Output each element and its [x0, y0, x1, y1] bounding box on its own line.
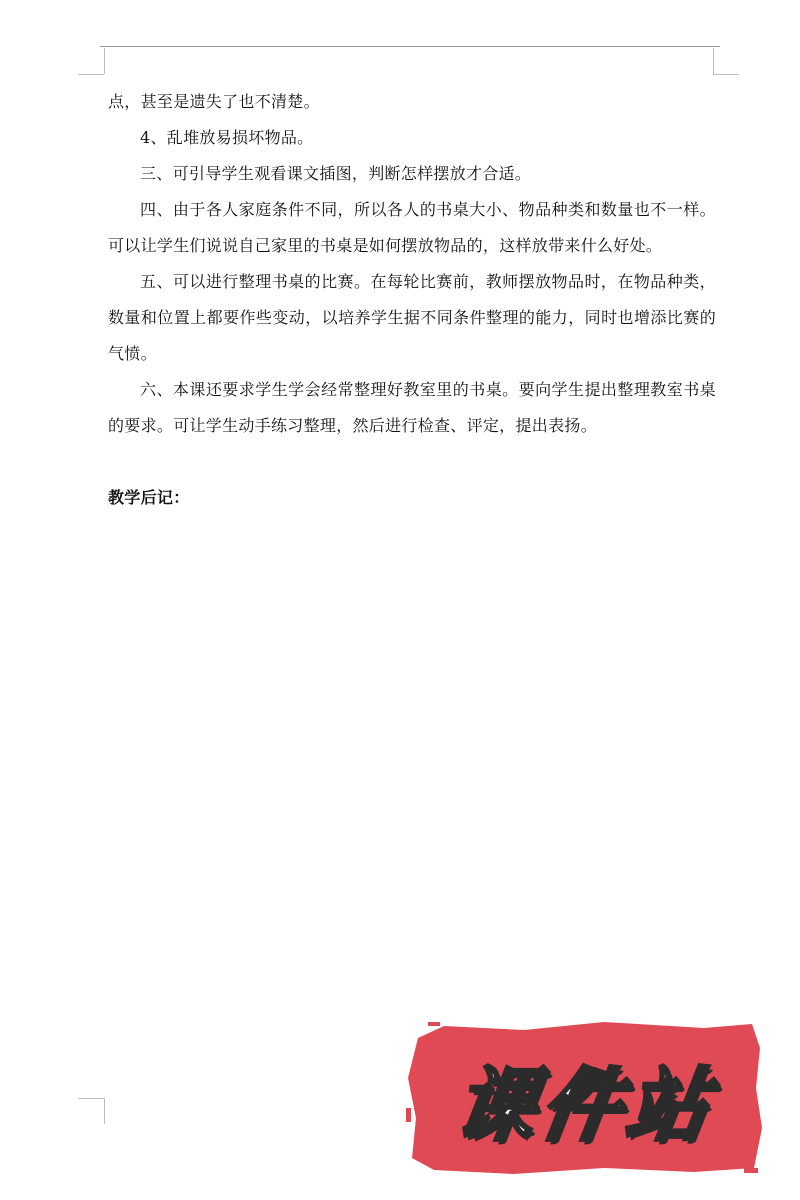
section-heading: 教学后记： [108, 488, 190, 507]
paragraph: 点，甚至是遗失了也不清楚。 [108, 92, 320, 111]
crop-mark-top-right [713, 48, 714, 74]
paragraph: 三、可引导学生观看课文插图，判断怎样摆放才合适。 [140, 164, 532, 183]
paragraph: 四、由于各人家庭条件不同，所以各人的书桌大小、物品种类和数量也不一样。可以让学生们说说自己家里的书桌是如何摆放物品的，这样放带来什么好处。 [108, 200, 716, 255]
crop-mark-top-left [78, 74, 104, 75]
paragraph: 4、乱堆放易损坏物品。 [140, 128, 314, 147]
watermark-text: 课件站 [448, 1058, 720, 1152]
crop-mark-bottom-left [104, 1098, 105, 1124]
paragraph: 六、本课还要求学生学会经常整理好教室里的书桌。要向学生提出整理教室书桌的要求。可让学生动手练习整理，然后进行检查、评定，提出表扬。 [108, 380, 716, 435]
crop-mark-bottom-left [78, 1098, 104, 1099]
crop-mark-top-left [104, 48, 105, 74]
crop-mark-top-right [713, 74, 739, 75]
document-body [108, 84, 716, 516]
paragraph: 五、可以进行整理书桌的比赛。在每轮比赛前，教师摆放物品时，在物品种类，数量和位置上都要作些变动，以培养学生据不同条件整理的能力，同时也增添比赛的气愤。 [108, 272, 716, 363]
watermark-stamp [404, 1018, 766, 1178]
header-rule [100, 46, 720, 47]
